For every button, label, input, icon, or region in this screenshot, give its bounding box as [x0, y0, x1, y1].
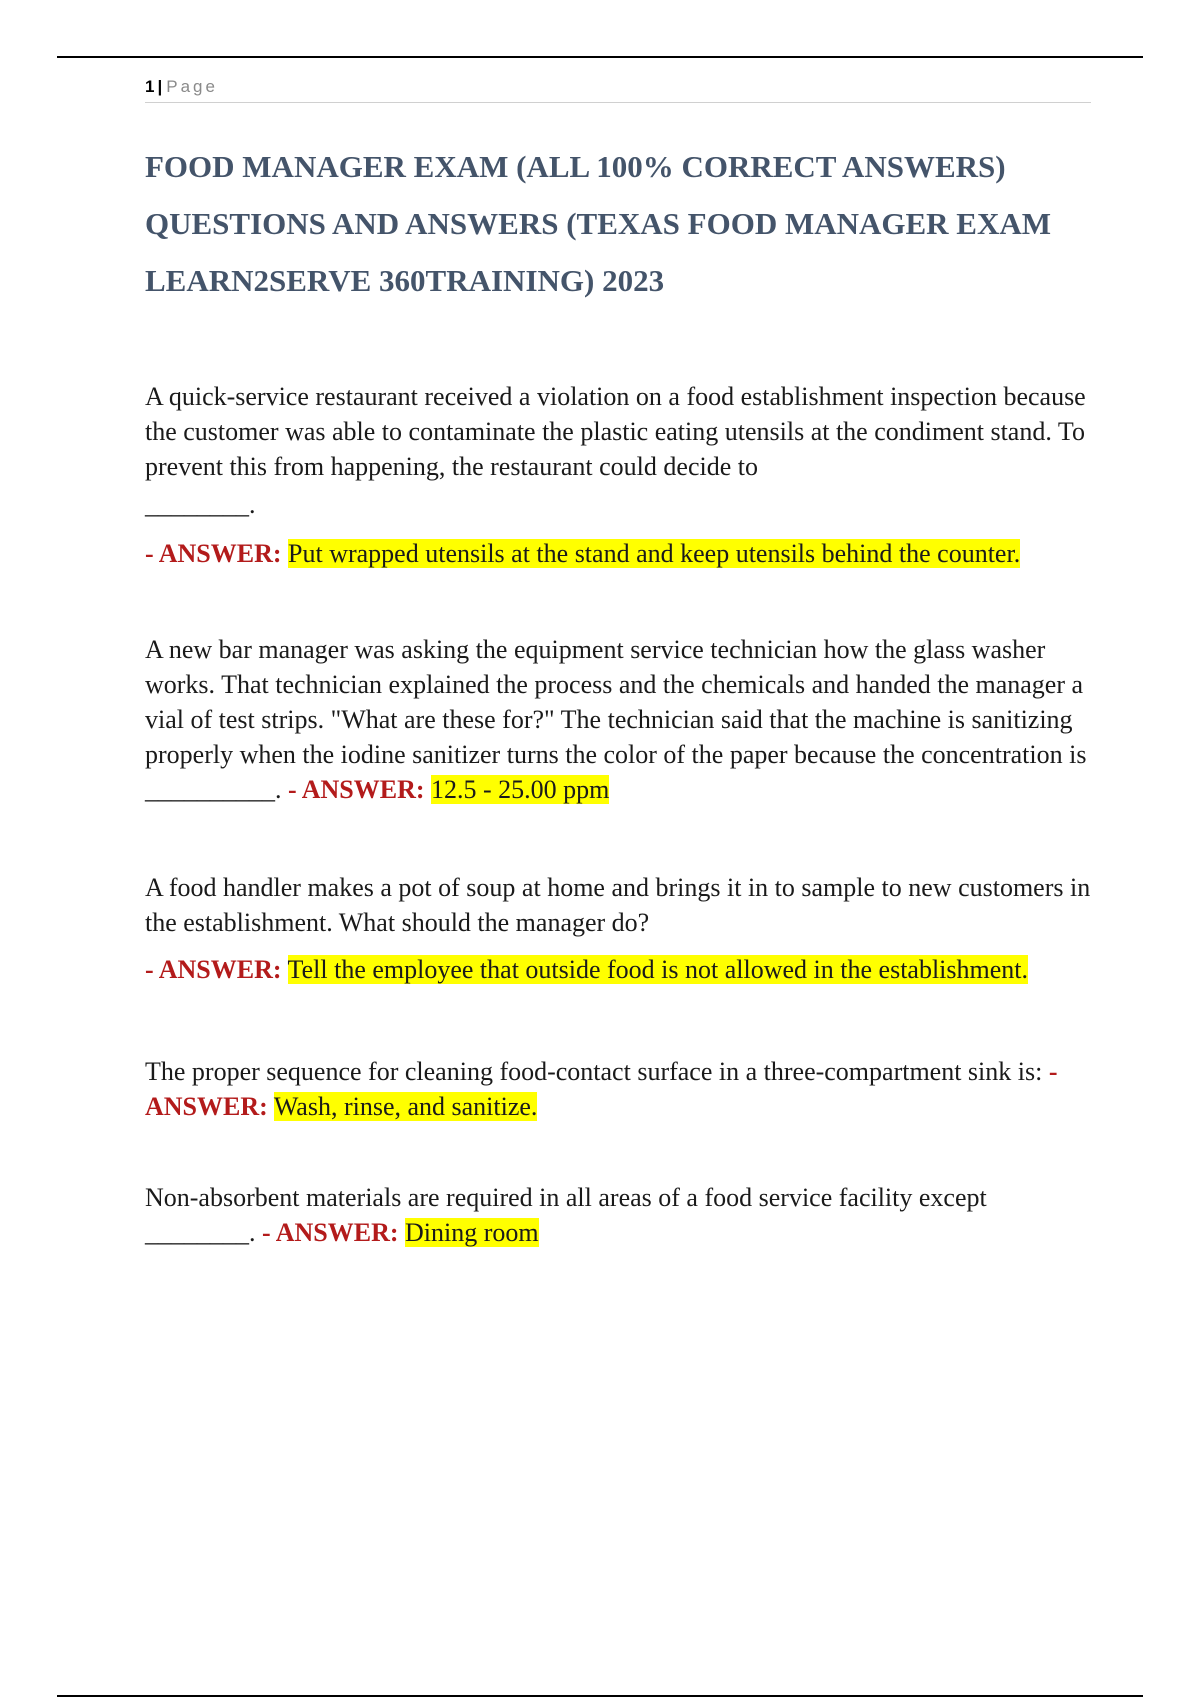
answer-text: 12.5 - 25.00 ppm [431, 775, 610, 804]
qa-item-4 [145, 1054, 1091, 1124]
answer-text: Dining room [405, 1218, 539, 1247]
bottom-rule [57, 1695, 1143, 1697]
title-line: QUESTIONS AND ANSWERS (TEXAS FOOD MANAGER EXAM [145, 206, 1052, 241]
page-separator: | [157, 77, 163, 96]
page-word: Page [166, 77, 218, 96]
question-text: The proper sequence for cleaning food-contact surface in a three-compartment sink is: [145, 1057, 1043, 1086]
answer-text: Put wrapped utensils at the stand and keep utensils behind the counter. [288, 539, 1021, 568]
top-rule [57, 56, 1143, 58]
question-blank: ________. [145, 490, 256, 519]
document-title [145, 138, 1091, 309]
answer-text: Wash, rinse, and sanitize. [273, 1092, 538, 1121]
qa-item-1 [145, 379, 1091, 571]
qa-item-2 [145, 632, 1091, 807]
question-text: Non-absorbent materials are required in all areas of a food service facility except ________. [145, 1183, 987, 1247]
question-text: A food handler makes a pot of soup at home and brings it in to sample to new customers in the establishment. What should the manager do? [145, 873, 1091, 937]
answer-block [145, 952, 1091, 987]
title-line: LEARN2SERVE 360TRAINING) 2023 [145, 263, 665, 298]
question-text: A quick-service restaurant received a violation on a food establishment inspection because the customer was able to contaminate the plastic eating utensils at the condiment stand. To prevent this from happening, the restaurant could decide to [145, 382, 1086, 481]
answer-label: - ANSWER: [145, 539, 282, 568]
answer-text: Tell the employee that outside food is not allowed in the establishment. [287, 955, 1029, 984]
title-line: FOOD MANAGER EXAM (ALL 100% CORRECT ANSWERS) [145, 149, 1006, 184]
answer-label: - ANSWER: [288, 775, 425, 804]
answer-label: - ANSWER: [145, 955, 282, 984]
qa-item-5 [145, 1180, 1091, 1250]
page-number: 1 [145, 77, 155, 96]
qa-item-3 [145, 870, 1091, 987]
answer-label: - ANSWER: [145, 1057, 1058, 1121]
question-text: A new bar manager was asking the equipment service technician how the glass washer works. That technician explained the process and the chemicals and handed the manager a vial of test strips. "What are these for?" The technician said that the machine is sanitizing properly when the iodine sanitizer turns the color of the paper because the concentration is __________. [145, 635, 1087, 804]
page-header [145, 74, 1091, 103]
answer-block [145, 536, 1091, 571]
document-body [145, 138, 1091, 1250]
answer-label: - ANSWER: [262, 1218, 399, 1247]
